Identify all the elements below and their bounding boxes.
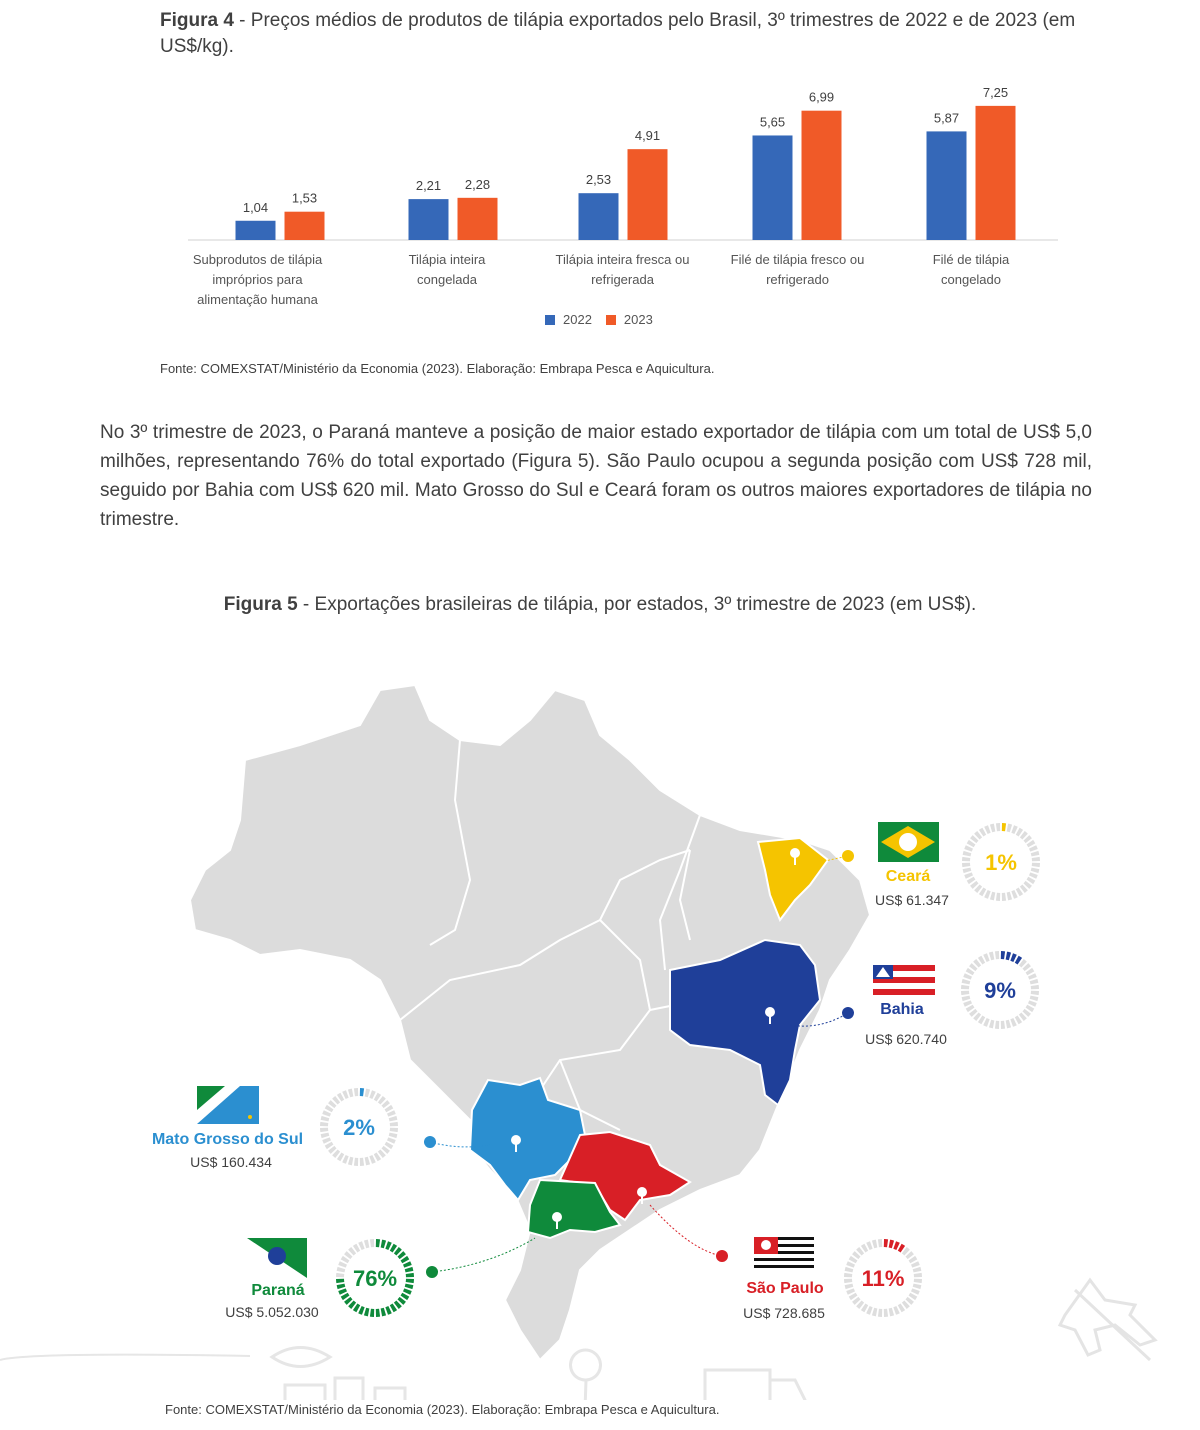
ring-segment	[1012, 957, 1015, 958]
fish-icon	[272, 1348, 330, 1367]
state-value-ceara: US$ 61.347	[875, 892, 949, 908]
ring-segment	[388, 1107, 390, 1110]
bar-value-label: 7,25	[982, 84, 1009, 100]
ring-segment	[904, 1303, 907, 1305]
brazil-map	[0, 660, 1200, 1400]
ring-segment	[912, 1258, 914, 1261]
ring-segment	[344, 1258, 346, 1261]
bar-2022-0	[236, 221, 276, 240]
ring-segment	[351, 1250, 354, 1252]
figure5-label: Figura 5	[223, 594, 298, 615]
ring-segment	[400, 1254, 402, 1257]
ring-segment	[863, 1307, 866, 1309]
ring-segment	[335, 1099, 338, 1101]
ring-segment	[380, 1099, 383, 1101]
ring-segment	[1021, 962, 1024, 964]
ring-segment	[380, 1152, 383, 1154]
ring-segment	[1032, 975, 1033, 978]
ring-segment	[335, 1152, 338, 1154]
ring-segment	[355, 1247, 358, 1249]
flag-parana-icon	[247, 1238, 307, 1278]
bar-2022-3	[753, 135, 793, 240]
ring-segment	[968, 874, 969, 877]
ring-segment	[1030, 879, 1032, 882]
ring-segment	[912, 1295, 914, 1298]
figure4-source: Fonte: COMEXSTAT/Ministério da Economia (2023). Elaboração: Embrapa Pesca e Aquicultura.	[160, 361, 715, 376]
ring-segment	[966, 980, 967, 984]
ring-segment	[387, 1245, 390, 1246]
ring-segment	[1022, 887, 1025, 889]
figure4-label: Figura 4	[160, 10, 234, 31]
ring-segment	[849, 1268, 850, 1272]
bar-chart	[0, 0, 1200, 250]
ring-segment	[347, 1299, 349, 1302]
body-paragraph: No 3º trimestre de 2023, o Paraná manteve a posição de maior estado exportador de tilápia com um total de US$ 5,0 milhões, representando 76% do total exportado (Figura 5). São Paulo ocupou a segunda posição com US$ 728 mil, seguido por Bahia com US$ 620 mil. Mato Grosso do Sul e Ceará foram os outros maiores exportadores de tilápia no trimestre.	[100, 422, 1092, 530]
bar-value-label: 5,65	[759, 114, 786, 130]
ring-segment	[849, 1284, 850, 1288]
category-label: Subprodutos de tilápia impróprios para alimentação humana	[192, 252, 323, 307]
ring-segment	[1007, 828, 1011, 829]
ring-percentage-label: 76%	[352, 1266, 398, 1291]
boxes-icon	[285, 1378, 405, 1400]
figure5-caption-text: - Exportações brasileiras de tilápia, por estados, 3º trimestre de 2023 (em US$).	[297, 594, 977, 615]
ring-segment	[991, 828, 995, 829]
ring-segment	[325, 1117, 326, 1121]
ring-percentage-label: 2%	[343, 1115, 375, 1140]
ring-segment	[1030, 842, 1032, 845]
category-label: Filé de tilápia fresco ou refrigerado	[730, 252, 865, 287]
ring-segment	[1022, 834, 1025, 836]
ring-segment	[852, 1295, 854, 1298]
ring-segment	[1035, 868, 1036, 872]
ring-segment	[349, 1093, 353, 1094]
ring-segment	[1029, 1007, 1031, 1010]
flag-ceara-icon	[878, 822, 939, 862]
bar-2022-1	[409, 199, 449, 240]
ring-segment	[985, 957, 988, 958]
state-name-bahia: Bahia	[880, 1001, 924, 1018]
ring-segment	[341, 1284, 342, 1288]
ring-segment	[889, 1244, 893, 1245]
ring-segment	[344, 1094, 347, 1095]
ring-segment	[1013, 894, 1016, 895]
flag-mato-grosso-do-sul-icon	[197, 1086, 259, 1124]
ring-segment	[972, 966, 974, 969]
ring-segment	[895, 1310, 898, 1311]
ring-segment	[1032, 1002, 1033, 1005]
airplane-icon	[1060, 1280, 1155, 1360]
ring-segment	[915, 1263, 916, 1266]
bar-value-label: 2,53	[585, 172, 612, 188]
ring-segment	[1012, 1022, 1015, 1023]
bar-value-label: 2,28	[464, 176, 491, 192]
ring-segment	[908, 1299, 910, 1302]
ring-segment	[976, 962, 979, 964]
ring-segment	[347, 1254, 349, 1257]
ring-segment	[328, 1107, 330, 1110]
ring-segment	[986, 829, 989, 830]
ring-segment	[859, 1250, 862, 1252]
ring-segment	[1006, 956, 1010, 957]
ring-segment	[326, 1112, 327, 1115]
ring-segment	[360, 1310, 363, 1311]
ring-segment	[349, 1161, 353, 1162]
bar-value-label: 4,91	[634, 128, 661, 144]
ring-segment	[1013, 829, 1016, 830]
ring-segment	[1033, 874, 1034, 877]
ring-segment	[1034, 980, 1035, 984]
ring-segment	[968, 847, 969, 850]
ring-segment	[850, 1290, 851, 1293]
bar-value-label: 2,21	[415, 178, 442, 194]
ring-segment	[980, 1019, 983, 1021]
ring-segment	[868, 1245, 871, 1246]
ring-segment	[391, 1112, 392, 1115]
ring-segment	[863, 1247, 866, 1249]
ring-segment	[365, 1244, 369, 1245]
ring-segment	[1025, 966, 1027, 969]
ring-segment	[969, 1007, 971, 1010]
state-name-mato-grosso-do-sul: Mato Grosso do Sul	[151, 1131, 304, 1148]
ring-segment	[1007, 896, 1011, 897]
ring-segment	[985, 1022, 988, 1023]
ring-segment	[1034, 996, 1035, 1000]
state-value-mato-grosso-do-sul: US$ 160.434	[190, 1154, 272, 1170]
bar-2023-1	[458, 198, 498, 240]
ring-segment	[344, 1159, 347, 1160]
ring-segment	[371, 1159, 374, 1160]
ring-segment	[384, 1148, 386, 1151]
ring-segment	[376, 1096, 379, 1098]
ring-segment	[339, 1096, 342, 1098]
ring-segment	[360, 1245, 363, 1246]
ring-segment	[859, 1303, 862, 1305]
ring-segment	[1026, 838, 1028, 841]
ring-segment	[904, 1250, 907, 1252]
ring-segment	[973, 883, 975, 886]
ring-segment	[1035, 852, 1036, 856]
flag-bahia-icon	[873, 965, 935, 995]
ring-segment	[852, 1258, 854, 1261]
ring-segment	[393, 1117, 394, 1121]
ring-segment	[365, 1161, 369, 1162]
ring-segment	[967, 852, 968, 856]
ring-segment	[977, 887, 980, 889]
ring-segment	[972, 1011, 974, 1014]
ring-segment	[900, 1307, 903, 1309]
ring-segment	[915, 1290, 916, 1293]
bar-2023-4	[976, 106, 1016, 240]
state-value-sao-paulo: US$ 728.685	[743, 1305, 825, 1321]
ring-segment	[1026, 883, 1028, 886]
ring-segment	[404, 1258, 406, 1261]
ring-segment	[365, 1093, 369, 1094]
ring-segment	[400, 1299, 402, 1302]
ring-segment	[970, 842, 972, 845]
ring-segment	[396, 1303, 399, 1305]
ring-segment	[976, 1015, 979, 1017]
ring-segment	[967, 1002, 968, 1005]
state-value-parana: US$ 5.052.030	[225, 1304, 319, 1320]
truck-icon	[705, 1370, 805, 1400]
figure4-caption-text: - Preços médios de produtos de tilápia exportados pelo Brasil, 3º trimestres de 2022 e de 2023 (em US$/kg).	[160, 10, 1076, 57]
ring-segment	[381, 1244, 385, 1245]
bar-value-label: 1,53	[291, 190, 318, 206]
ring-segment	[351, 1303, 354, 1305]
bar-2022-2	[579, 193, 619, 240]
ring-segment	[328, 1144, 330, 1147]
ring-segment	[396, 1250, 399, 1252]
ring-segment	[339, 1156, 342, 1158]
ring-segment	[855, 1299, 857, 1302]
bar-2022-4	[927, 131, 967, 240]
ring-segment	[868, 1310, 871, 1311]
ring-segment	[1029, 970, 1031, 973]
ring-segment	[388, 1144, 390, 1147]
ring-segment	[409, 1268, 410, 1272]
ring-segment	[344, 1295, 346, 1298]
ring-segment	[1017, 1019, 1020, 1021]
ring-segment	[1021, 1015, 1024, 1017]
ring-segment	[855, 1254, 857, 1257]
ring-segment	[392, 1247, 395, 1249]
ring-segment	[1017, 959, 1020, 961]
ring-percentage-label: 11%	[861, 1266, 905, 1291]
ring-percentage-label: 9%	[984, 978, 1016, 1003]
ring-segment	[981, 831, 984, 833]
ring-segment	[977, 834, 980, 836]
ring-segment	[376, 1156, 379, 1158]
chart-legend	[545, 312, 653, 327]
ring-segment	[981, 891, 984, 893]
ring-segment	[873, 1312, 877, 1313]
ring-segment	[873, 1244, 877, 1245]
ring-segment	[1018, 891, 1021, 893]
ring-segment	[986, 894, 989, 895]
ring-percentage-label: 1%	[985, 850, 1017, 875]
ring-segment	[990, 1024, 994, 1025]
ring-segment	[969, 970, 971, 973]
ring-segment	[393, 1133, 394, 1137]
bar-2023-2	[628, 149, 668, 240]
ring-segment	[342, 1290, 343, 1293]
ring-segment	[895, 1245, 898, 1246]
figure5-source: Fonte: COMEXSTAT/Ministério da Economia (2023). Elaboração: Embrapa Pesca e Aquicultura.	[165, 1402, 720, 1417]
state-name-sao-paulo: São Paulo	[746, 1280, 824, 1297]
ring-segment	[341, 1268, 342, 1272]
category-label: Tilápia inteira fresca ou refrigerada	[555, 252, 690, 287]
ring-segment	[325, 1133, 326, 1137]
category-label: Filé de tilápia congelado	[932, 252, 1010, 287]
ring-segment	[407, 1263, 408, 1266]
ring-segment	[889, 1312, 893, 1313]
decorative-line	[0, 1355, 250, 1360]
figure5-caption	[0, 592, 1200, 618]
ring-segment	[371, 1094, 374, 1095]
state-name-parana: Paraná	[251, 1282, 305, 1299]
bar-value-label: 5,87	[933, 110, 960, 126]
bar-2023-0	[285, 212, 325, 240]
ring-segment	[917, 1268, 918, 1272]
state-name-ceara: Ceará	[885, 868, 931, 885]
ring-segment	[387, 1310, 390, 1311]
location-pin-icon	[571, 1350, 601, 1400]
ring-segment	[326, 1139, 327, 1142]
ring-segment	[908, 1254, 910, 1257]
ring-segment	[392, 1307, 395, 1309]
ring-segment	[980, 959, 983, 961]
ring-segment	[1033, 847, 1034, 850]
ring-segment	[970, 879, 972, 882]
ring-segment	[391, 1139, 392, 1142]
ring-segment	[331, 1103, 333, 1106]
ring-segment	[1006, 1024, 1010, 1025]
legend-label-2023: 2023	[623, 312, 653, 327]
legend-swatch-2023	[606, 315, 616, 325]
bar-2023-3	[802, 111, 842, 240]
ring-segment	[355, 1307, 358, 1309]
ring-segment	[365, 1312, 369, 1313]
ring-segment	[384, 1103, 386, 1106]
ring-segment	[331, 1148, 333, 1151]
flag-sao-paulo-icon	[754, 1237, 814, 1273]
ring-segment	[990, 956, 994, 957]
ring-segment	[409, 1284, 410, 1288]
ring-segment	[1025, 1011, 1027, 1014]
bar-value-label: 1,04	[242, 199, 269, 215]
category-label: Tilápia inteira congelada	[408, 252, 486, 287]
ring-segment	[967, 975, 968, 978]
ring-segment	[407, 1290, 408, 1293]
legend-label-2022: 2022	[563, 312, 592, 327]
ring-segment	[900, 1247, 903, 1249]
legend-swatch-2022	[545, 315, 555, 325]
ring-segment	[381, 1312, 385, 1313]
ring-segment	[404, 1295, 406, 1298]
ring-segment	[966, 996, 967, 1000]
state-value-bahia: US$ 620.740	[865, 1031, 947, 1047]
ring-segment	[1018, 831, 1021, 833]
ring-segment	[973, 838, 975, 841]
ring-segment	[991, 896, 995, 897]
bar-value-label: 6,99	[808, 89, 835, 105]
ring-segment	[342, 1263, 343, 1266]
ring-segment	[850, 1263, 851, 1266]
ring-segment	[917, 1284, 918, 1288]
